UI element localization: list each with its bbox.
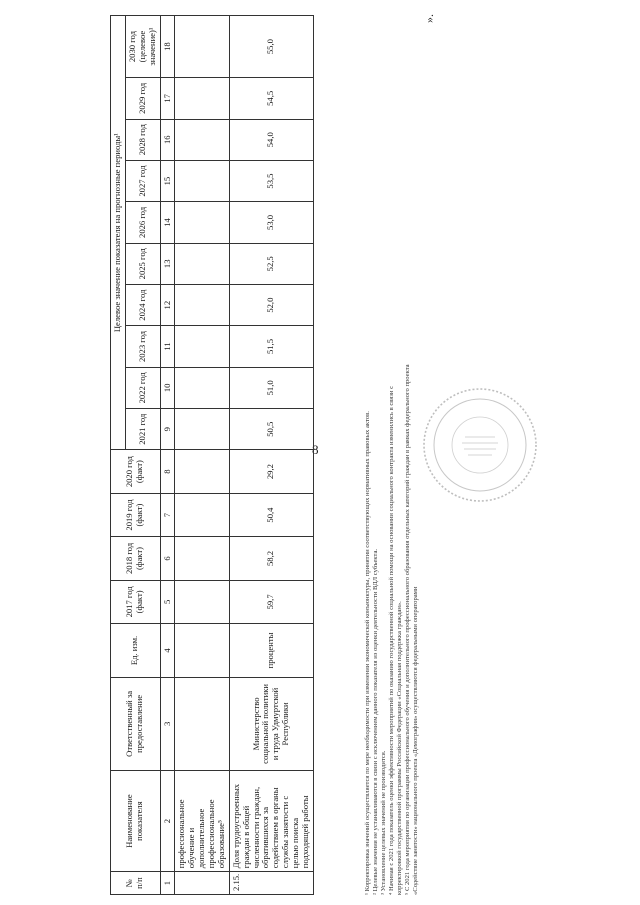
value-2030: 55,0 xyxy=(229,16,313,78)
target-value: 53,0 xyxy=(229,202,313,243)
target-value: 53,5 xyxy=(229,160,313,201)
column-index: 6 xyxy=(160,537,175,580)
footnotes xyxy=(364,15,420,895)
header-2017: 2017 год (факт) xyxy=(111,580,161,623)
closing-quote: ». xyxy=(422,14,436,23)
table-row xyxy=(229,16,313,895)
header-unit: Ед. изм. xyxy=(111,624,161,678)
header-target-year: 2021 год xyxy=(125,409,160,450)
header-target-year: 2024 год xyxy=(125,284,160,325)
value-2018: 58,2 xyxy=(229,537,313,580)
column-index: 7 xyxy=(160,493,175,536)
header-target-year: 2026 год xyxy=(125,202,160,243)
column-index: 12 xyxy=(160,284,175,325)
column-index: 17 xyxy=(160,78,175,119)
footnote: ¹ Корректировка значений осуществляется по мере необходимости при изменении экономической конъюнктуры, принятии соответствующих нормативных правовых актов. xyxy=(364,411,371,895)
column-index: 18 xyxy=(160,16,175,78)
table-row-continued xyxy=(175,16,229,895)
column-index: 4 xyxy=(160,624,175,678)
responsible-body: Министерство социальной политики и труда Удмуртской Республики xyxy=(229,677,313,770)
header-target-year: 2022 год xyxy=(125,367,160,408)
header-2020: 2020 год (факт) xyxy=(111,450,161,493)
header-2030: 2030 год (целевое значение)¹ xyxy=(125,16,160,78)
header-target-year: 2027 год xyxy=(125,160,160,201)
footnote: ² Целевые значения не устанавливаются в связи с исключением данного показателя из оценки деятельности ВДЛ субъекта. xyxy=(372,548,380,895)
column-index: 3 xyxy=(160,677,175,770)
column-index: 2 xyxy=(160,770,175,871)
indicator-name-continued: профессиональное обучение и дополнительное профессиональное образование⁵ xyxy=(175,770,229,871)
column-index-row xyxy=(160,16,175,895)
header-target-year: 2023 год xyxy=(125,326,160,367)
header-name: Наименование показателя xyxy=(111,770,161,871)
target-value: 52,0 xyxy=(229,284,313,325)
unit-cell: проценты xyxy=(229,624,313,678)
value-2020: 29,2 xyxy=(229,450,313,493)
target-value: 52,5 xyxy=(229,243,313,284)
footnote: корректировкой государственной программы Российской Федерации «Социальная поддержка граждан». xyxy=(396,601,404,895)
rotated-table-region xyxy=(110,15,440,895)
official-seal-icon xyxy=(420,385,540,505)
footnote: ³ Установление целевых значений не производится. xyxy=(380,750,388,895)
column-index: 8 xyxy=(160,450,175,493)
target-value: 51,5 xyxy=(229,326,313,367)
page-number: 8 xyxy=(312,442,319,457)
target-value: 50,5 xyxy=(229,409,313,450)
header-2018: 2018 год (факт) xyxy=(111,537,161,580)
header-row-1 xyxy=(111,16,126,895)
column-index: 13 xyxy=(160,243,175,284)
column-index: 16 xyxy=(160,119,175,160)
target-value: 51,0 xyxy=(229,367,313,408)
column-index: 11 xyxy=(160,326,175,367)
target-value: 54,5 xyxy=(229,78,313,119)
header-responsible: Ответственный за предоставление xyxy=(111,677,161,770)
header-2019: 2019 год (факт) xyxy=(111,493,161,536)
column-index: 5 xyxy=(160,580,175,623)
footnote: ⁵ С 2021 года мероприятия по организации профессионального обучения и дополнительного профессионального образования отдельных категорий граждан в рамках федерального проекта xyxy=(404,364,412,895)
header-num: № п/п xyxy=(111,872,161,895)
indicator-name: Доля трудоустроенных граждан в общей численности граждан, обратившихся за содействием в органы службы занятости с целью поиска подходящей работы xyxy=(229,770,313,871)
header-target-group: Целевое значение показателя на прогнозные периоды¹ xyxy=(111,16,126,450)
column-index: 1 xyxy=(160,872,175,895)
header-target-year: 2029 год xyxy=(125,78,160,119)
header-target-year: 2028 год xyxy=(125,119,160,160)
header-target-year: 2025 год xyxy=(125,243,160,284)
value-2017: 59,7 xyxy=(229,580,313,623)
column-index: 10 xyxy=(160,367,175,408)
column-index: 14 xyxy=(160,202,175,243)
footnote: «Содействие занятости» национального проекта «Демография» осуществляются федеральными операторами xyxy=(412,586,420,895)
indicators-table xyxy=(110,15,314,895)
value-2019: 50,4 xyxy=(229,493,313,536)
row-number: 2.15. xyxy=(229,872,313,895)
column-index: 9 xyxy=(160,409,175,450)
footnote: ⁴ Начиная с 2021 года показатель оценки эффективности мероприятий по оказанию государственной социальной помощи на основании социального контракта изменились в связи с xyxy=(388,385,396,895)
column-index: 15 xyxy=(160,160,175,201)
target-value: 54,0 xyxy=(229,119,313,160)
